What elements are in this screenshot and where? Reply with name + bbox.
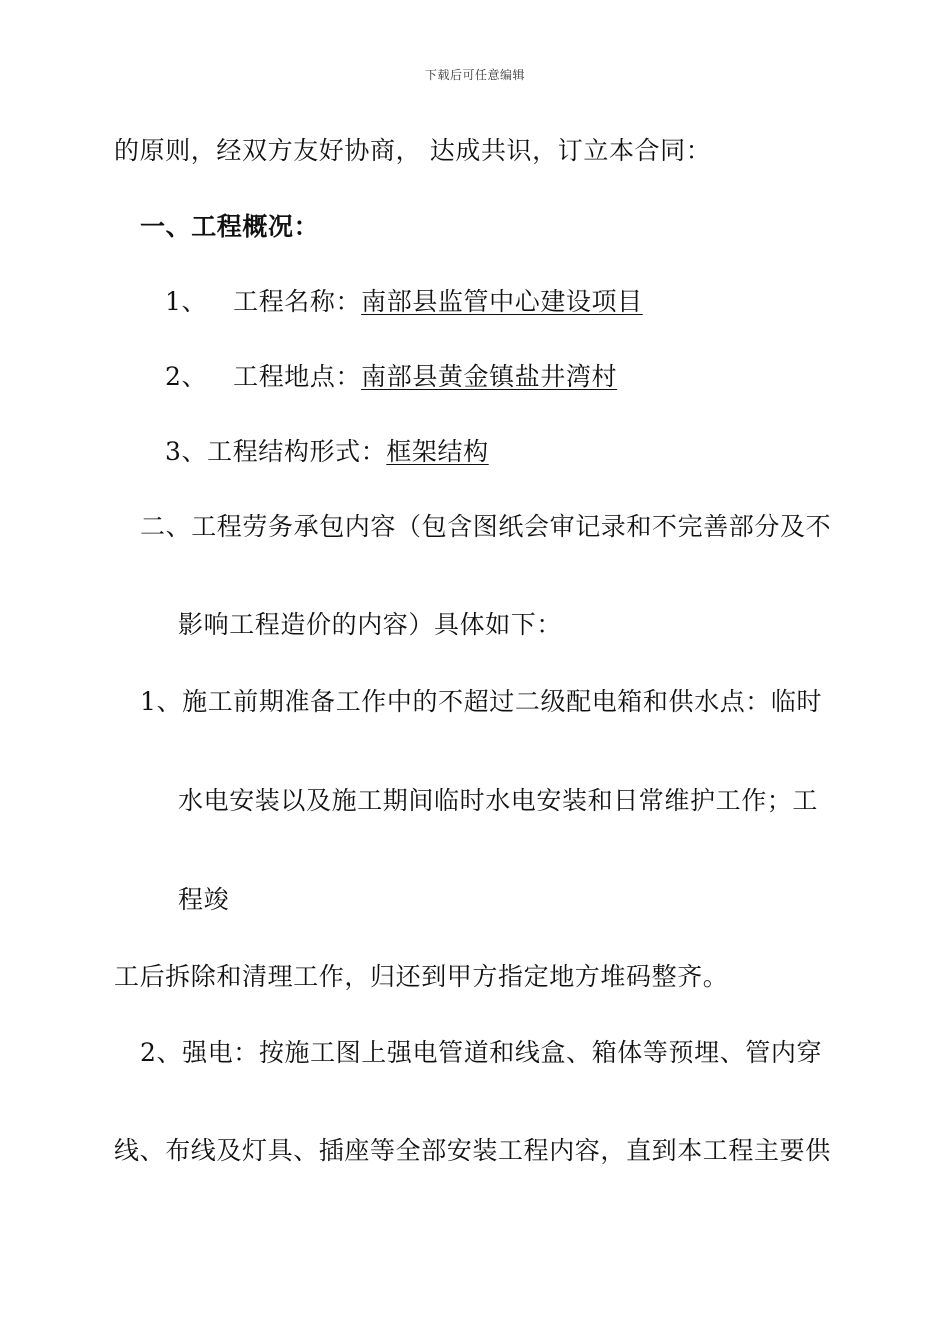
intro-line: 的原则，经双方友好协商， 达成共识，订立本合同： [114,136,712,165]
project-location-item [165,361,617,393]
project-structure-value: 框架结构 [386,437,489,466]
paragraph-1-line1: 1、施工前期准备工作中的不超过二级配电箱和供水点：临时 [140,687,823,716]
project-name-number: 1、 [165,287,208,316]
section-2-title-line2: 影响工程造价的内容）具体如下： [178,610,563,639]
paragraph-1-line3: 程竣 [178,885,230,914]
paragraph-1-line4: 工后拆除和清理工作，归还到甲方指定地方堆码整齐。 [114,962,729,991]
paragraph-2-line1: 2、强电：按施工图上强电管道和线盒、箱体等预埋、管内穿 [140,1038,823,1067]
paragraph-2-line2: 线、布线及灯具、插座等全部安装工程内容，直到本工程主要供 [114,1136,831,1165]
project-structure-item [165,436,489,468]
project-name-item [165,286,643,318]
page-header: 下载后可任意编辑 [424,68,525,82]
project-name-label: 工程名称： [233,287,362,316]
section-2-title-line1: 二、工程劳务承包内容（包含图纸会审记录和不完善部分及不 [140,512,832,541]
project-name-value: 南部县监管中心建设项目 [361,287,643,316]
project-structure-label: 3、工程结构形式： [165,437,387,466]
paragraph-1-line2: 水电安装以及施工期间临时水电安装和日常维护工作；工 [178,786,819,815]
project-location-number: 2、 [165,362,208,391]
project-location-label: 工程地点： [233,362,362,391]
section-1-title: 一、工程概况： [140,212,320,241]
project-location-value: 南部县黄金镇盐井湾村 [361,362,618,391]
